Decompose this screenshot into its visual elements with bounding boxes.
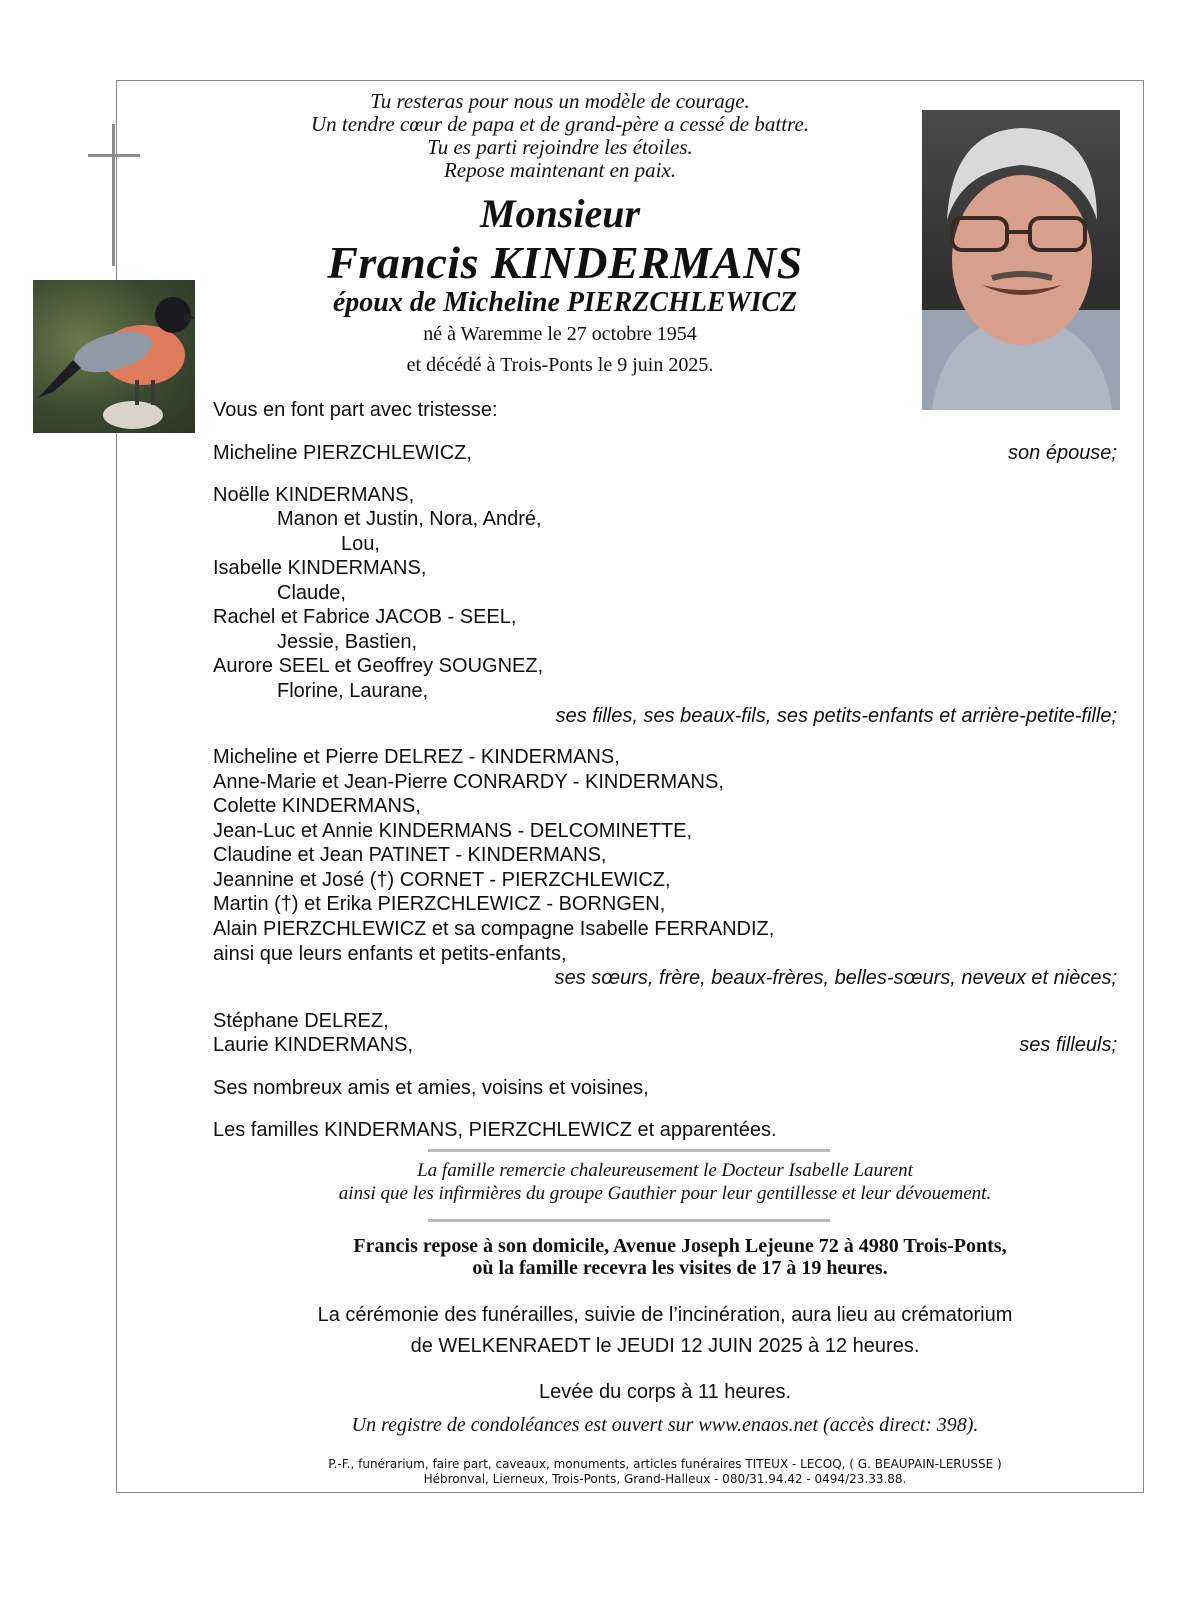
family-member: Claudine et Jean PATINET - KINDERMANS, [213,844,607,866]
wake-line: où la famille recevra les visites de 17 à 19 heures. [472,1257,888,1279]
poem-line: Repose maintenant en paix. [443,158,677,182]
family-member: Jessie, Bastien, [277,631,418,653]
poem-line: Tu resteras pour nous un modèle de courage. [370,89,750,113]
family-member: Stéphane DELREZ, [213,1010,389,1032]
separator [428,1149,830,1152]
ceremony-line: La cérémonie des funérailles, suivie de l’incinération, aura lieu au crématorium [317,1304,1013,1326]
family-member: Laurie KINDERMANS, [213,1034,414,1056]
family-member: Lou, [341,533,380,555]
thanks-line: La famille remercie chaleureusement le Docteur Isabelle Laurent [417,1160,913,1181]
birth-line: né à Waremme le 27 octobre 1954 [423,323,697,345]
condolence-register: Un registre de condoléances est ouvert sur www.enaos.net (accès direct: 398). [351,1414,979,1436]
family-member: Anne-Marie et Jean-Pierre CONRARDY - KINDERMANS, [213,771,724,793]
poem-line: Tu es parti rejoindre les étoiles. [427,135,693,159]
relation-label: ses sœurs, frère, beaux-frères, belles-sœurs, neveux et nièces; [554,967,1117,989]
family-member: Noëlle KINDERMANS, [213,484,415,506]
portrait-photo [922,110,1120,410]
levee-line: Levée du corps à 11 heures. [538,1381,792,1403]
footer-line: Hébronval, Lierneux, Trois-Ponts, Grand-Halleux - 080/31.94.42 - 0494/23.33.88. [423,1472,907,1486]
family-member: Manon et Justin, Nora, André, [277,508,542,530]
deceased-title: Monsieur [479,191,641,236]
family-member: Claude, [277,582,346,604]
friends-line: Ses nombreux amis et amies, voisins et voisines, [213,1077,649,1099]
family-member: Isabelle KINDERMANS, [213,557,427,579]
wake-line: Francis repose à son domicile, Avenue Joseph Lejeune 72 à 4980 Trois-Ponts, [353,1235,1007,1257]
family-member: Colette KINDERMANS, [213,795,421,817]
family-member: Jean-Luc et Annie KINDERMANS - DELCOMINETTE, [213,820,693,842]
family-member: Aurore SEEL et Geoffrey SOUGNEZ, [213,655,544,677]
cross-icon-vertical [112,124,115,266]
family-member: Martin (†) et Erika PIERZCHLEWICZ - BORNGEN, [213,893,666,915]
family-member: Florine, Laurane, [277,680,429,702]
family-spouse: Micheline PIERZCHLEWICZ, [213,442,472,464]
families-line: Les familles KINDERMANS, PIERZCHLEWICZ et apparentées. [213,1119,777,1141]
separator [428,1219,830,1222]
family-member: Micheline et Pierre DELREZ - KINDERMANS, [213,746,620,768]
ceremony-line: de WELKENRAEDT le JEUDI 12 JUIN 2025 à 12 heures. [410,1335,920,1357]
family-member: Alain PIERZCHLEWICZ et sa compagne Isabelle FERRANDIZ, [213,918,775,940]
thanks-line: ainsi que les infirmières du groupe Gauthier pour leur gentillesse et leur dévouement. [338,1183,992,1204]
cross-icon-horizontal [88,154,140,157]
death-line: et décédé à Trois-Ponts le 9 juin 2025. [406,354,714,376]
poem-line: Un tendre cœur de papa et de grand-père a cessé de battre. [310,112,810,136]
family-member: ainsi que leurs enfants et petits-enfants, [213,943,567,965]
relation-label: son épouse; [1008,442,1117,464]
family-member: Jeannine et José (†) CORNET - PIERZCHLEWICZ, [213,869,671,891]
relation-label: ses filles, ses beaux-fils, ses petits-enfants et arrière-petite-fille; [555,705,1117,727]
deceased-spouse: époux de Micheline PIERZCHLEWICZ [332,287,798,318]
bullfinch-image [33,280,195,433]
family-member: Rachel et Fabrice JACOB - SEEL, [213,606,517,628]
deceased-name: Francis KINDERMANS [327,237,803,288]
relation-label: ses filleuls; [1019,1034,1117,1056]
footer-line: P.-F., funérarium, faire part, caveaux, monuments, articles funéraires TITEUX - LECOQ, ( G. BEAUPAIN-LERUSSE ) [328,1457,1002,1471]
intro-text: Vous en font part avec tristesse: [213,399,498,421]
